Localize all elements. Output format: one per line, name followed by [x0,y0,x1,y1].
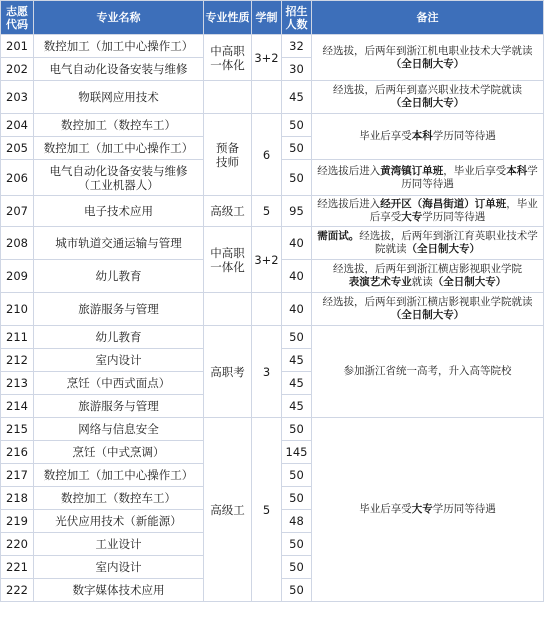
row-code: 222 [1,579,34,602]
row-years: 5 [252,196,282,227]
nature-line: 技师 [216,154,239,169]
row-code: 208 [1,227,34,260]
row-major: 数控加工（加工中心操作工） [34,464,204,487]
row-quota: 145 [282,441,312,464]
row-quota: 50 [282,464,312,487]
note-bold: 经开区（海昌街道）订单班 [380,198,507,210]
row-code: 206 [1,160,34,196]
row-code: 221 [1,556,34,579]
row-nature [204,227,252,293]
row-note [312,35,544,81]
row-quota: 50 [282,418,312,441]
note-line: 经选拔，后两年到浙江横店影视职业学院 [333,263,522,275]
note-text: 经选拔后进入 [317,198,381,210]
nature-line: 一体化 [210,259,245,274]
note-text: 经选拔后进入 [317,164,381,177]
row-years-empty [252,293,282,326]
note-text: 毕业后享受 [359,130,412,142]
row-code: 218 [1,487,34,510]
row-years: 3 [252,326,282,418]
table-row [1,196,544,227]
row-code: 213 [1,372,34,395]
table-row [1,81,544,114]
table-row [1,114,544,137]
row-major: 室内设计 [34,349,204,372]
row-major: 网络与信息安全 [34,418,204,441]
row-code: 209 [1,260,34,293]
note-bold: （全日制大专） [432,276,507,288]
row-code: 215 [1,418,34,441]
row-quota: 32 [282,35,312,58]
row-quota: 50 [282,160,312,196]
row-quota: 45 [282,349,312,372]
note-bold: 本科 [411,130,433,142]
table-row [1,35,544,58]
row-major [34,160,204,196]
row-code: 201 [1,35,34,58]
row-quota: 40 [282,293,312,326]
note-bold: 需面试。 [317,230,360,242]
row-major: 旅游服务与管理 [34,293,204,326]
header-nature: 专业性质 [204,1,252,35]
row-note [312,114,544,160]
row-note: 参加浙江省统一高考，升入高等院校 [312,326,544,418]
row-major: 光伏应用技术（新能源） [34,510,204,533]
note-bold: （全日制大专） [390,97,465,109]
row-quota: 50 [282,579,312,602]
row-major: 数控加工（数控车工） [34,114,204,137]
row-major: 幼儿教育 [34,326,204,349]
row-major: 室内设计 [34,556,204,579]
note-bold: 大专 [401,211,423,223]
note-text: 就读 [411,276,433,288]
row-code: 207 [1,196,34,227]
table-row [1,227,544,260]
row-quota: 50 [282,114,312,137]
row-code: 202 [1,58,34,81]
nature-line: 一体化 [210,57,245,72]
nature-line: 预备 [216,140,239,155]
note-text: ，毕业后享受 [443,164,507,177]
row-major: 旅游服务与管理 [34,395,204,418]
note-text: 经选拔，后两年到浙江育英职业技术学院就读 [359,230,538,255]
table-row [1,418,544,441]
row-quota: 45 [282,81,312,114]
header-years: 学制 [252,1,282,35]
row-major: 数控加工（加工中心操作工） [34,137,204,160]
major-line: 电气自动化设备安装与维修 [49,163,188,178]
row-major: 烹饪（中式烹调） [34,441,204,464]
row-note [312,196,544,227]
note-bold: 表演艺术专业 [348,276,412,288]
row-quota: 48 [282,510,312,533]
row-major: 幼儿教育 [34,260,204,293]
header-code: 志愿代码 [1,1,34,35]
nature-line: 中高职 [210,245,245,260]
row-major: 电气自动化设备安装与维修 [34,58,204,81]
row-quota: 50 [282,487,312,510]
header-major: 专业名称 [34,1,204,35]
row-years: 6 [252,114,282,196]
row-quota: 50 [282,533,312,556]
row-nature: 高级工 [204,196,252,227]
row-code: 212 [1,349,34,372]
row-quota: 40 [282,227,312,260]
table-row [1,326,544,349]
major-line: （工业机器人） [78,177,159,192]
row-major: 烹饪（中西式面点） [34,372,204,395]
row-note [312,81,544,114]
row-quota: 50 [282,137,312,160]
row-quota: 45 [282,372,312,395]
row-quota: 50 [282,326,312,349]
row-major: 物联网应用技术 [34,81,204,114]
note-line: 经选拔，后两年到嘉兴职业技术学院就读 [333,84,522,96]
row-note [312,293,544,326]
row-code: 216 [1,441,34,464]
row-nature-empty [204,81,252,114]
row-years: 3+2 [252,227,282,293]
row-code: 205 [1,137,34,160]
note-bold: 大专 [411,503,433,515]
row-code: 214 [1,395,34,418]
nature-line: 中高职 [210,43,245,58]
row-note [312,418,544,602]
row-code: 204 [1,114,34,137]
note-text: 毕业后享受 [359,503,412,515]
row-major: 电子技术应用 [34,196,204,227]
note-text: 学历同等待遇 [432,130,496,142]
row-nature [204,35,252,81]
row-years: 5 [252,418,282,602]
row-major: 数控加工（加工中心操作工） [34,35,204,58]
note-line: 经选拔，后两年到浙江横店影视职业学院就读 [322,296,533,308]
note-bold: （全日制大专） [390,309,465,321]
row-major: 数控加工（数控车工） [34,487,204,510]
row-major: 工业设计 [34,533,204,556]
row-quota: 45 [282,395,312,418]
table-row [1,293,544,326]
header-remark: 备注 [312,1,544,35]
row-code: 210 [1,293,34,326]
row-note [312,260,544,293]
row-note [312,227,544,260]
row-code: 217 [1,464,34,487]
row-code: 203 [1,81,34,114]
table-header-row [1,1,544,35]
note-text: 学历同等待遇 [432,503,496,515]
note-text: 学历同等待遇 [422,211,486,223]
note-bold: （全日制大专） [406,243,480,255]
row-code: 220 [1,533,34,556]
note-bold: （全日制大专） [390,57,465,70]
row-code: 219 [1,510,34,533]
row-quota: 30 [282,58,312,81]
header-quota: 招生人数 [282,1,312,35]
row-nature: 高级工 [204,418,252,602]
note-bold: 黄湾镇订单班 [380,164,444,177]
row-nature: 高职考 [204,326,252,418]
row-nature-empty [204,293,252,326]
row-years: 3+2 [252,35,282,81]
note-line: 经选拔，后两年到浙江机电职业技术大学就读 [322,44,533,57]
row-quota: 95 [282,196,312,227]
row-years-empty [252,81,282,114]
row-major: 数字媒体技术应用 [34,579,204,602]
note-text: 学历同等待遇 [401,164,538,190]
note-bold: 本科 [506,164,528,177]
row-note [312,160,544,196]
row-code: 211 [1,326,34,349]
row-nature [204,114,252,196]
row-quota: 50 [282,556,312,579]
note-text: ，毕业后享受 [369,198,538,223]
row-quota: 40 [282,260,312,293]
row-major: 城市轨道交通运输与管理 [34,227,204,260]
